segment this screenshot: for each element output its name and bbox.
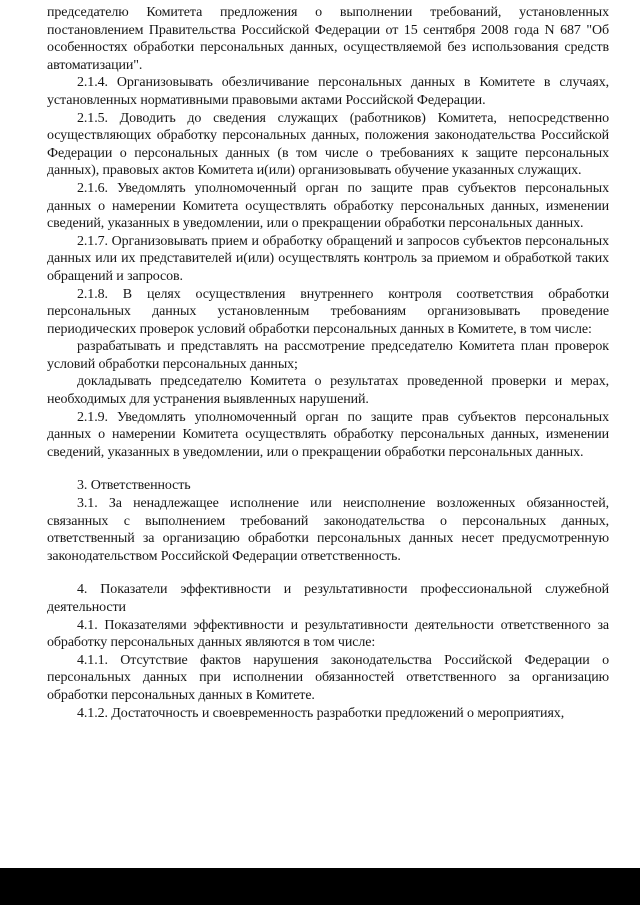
paragraph-2-1-7: 2.1.7. Организовывать прием и обработку обращений и запросов субъектов персональных данных или их представителей и(или) осуществлять контроль за приемом и обработкой таких обращений и запросов. [47,233,609,284]
paragraph-4-1-2: 4.1.2. Достаточность и своевременность разработки предложений о мероприятиях, [77,705,565,721]
paragraph-item-report: докладывать председателю Комитета о результатах проведенной проверки и мерах, необходимых для устранения выявленных нарушений. [47,374,609,408]
paragraph-2-1-6: 2.1.6. Уведомлять уполномоченный орган по защите прав субъектов персональных данных о намерении Комитета осуществлять обработку персональных данных, изменении сведений, указанных в уведомлении, или о прекращении обработки персональных данных. [47,180,609,232]
scan-bottom-edge [0,868,640,905]
section-heading-4: 4. Показатели эффективности и результативности профессиональной служебной деятельности [47,582,609,615]
paragraph-continuation: председателю Комитета предложения о выполнении требований, установленных постановлением Правительства Российской Федерации от 15 сентября 2008 года N 687 "Об особенностях обработки персональных данных, осуществляемой без использования средств автоматизации". [47,5,609,73]
paragraph-4-1: 4.1. Показателями эффективности и результативности деятельности ответственного за обработку персональных данных являются в том числе: [47,617,609,651]
paragraph-2-1-9: 2.1.9. Уведомлять уполномоченный орган по защите прав субъектов персональных данных о намерении Комитета осуществлять обработку персональных данных, изменении сведений, указанных в уведомлении, или о прекращении обработки персональных данных. [47,409,609,460]
paragraph-2-1-4: 2.1.4. Организовывать обезличивание персональных данных в Комитете в случаях, установленных нормативными правовыми актами Российской Федерации. [47,75,609,108]
paragraph-4-1-1: 4.1.1. Отсутствие фактов нарушения законодательства Российской Федерации о персональных данных при исполнении обязанностей ответственного за организацию обработки персональных данных в Комитете. [47,652,609,703]
paragraph-item-plan: разрабатывать и представлять на рассмотрение председателю Комитета план проверок условий обработки персональных данных; [47,339,609,372]
document-body [47,4,609,722]
paragraph-2-1-8: 2.1.8. В целях осуществления внутреннего контроля соответствия обработки персональных данных установленным требованиям организовывать проведение периодических проверок условий обработки персональных данных в Комитете, в том числе: [47,286,609,337]
paragraph-3-1: 3.1. За ненадлежащее исполнение или неисполнение возложенных обязанностей, связанных с выполнением требований законодательства о персональных данных, ответственный за организацию обработки персональных данных несет предусмотренную законодательством Российской Федерации ответственность. [47,496,609,564]
section-heading-3: 3. Ответственность [77,478,191,494]
paragraph-2-1-5: 2.1.5. Доводить до сведения служащих (работников) Комитета, непосредственно осуществляющих обработку персональных данных, положения законодательства Российской Федерации о персональных данных (в том числе о требованиях к защите персональных данных), правовых актов Комитета и(или) организовывать обучение указанных служащих. [47,110,609,179]
